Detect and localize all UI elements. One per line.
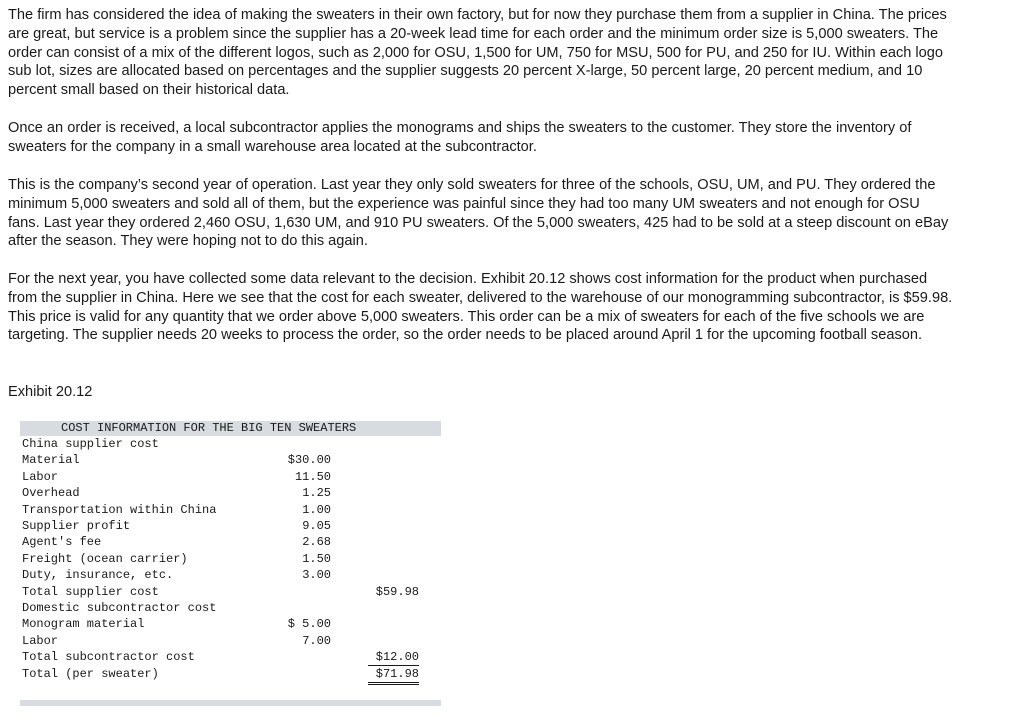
row-value-detail: 1.50 [302, 551, 331, 566]
row-label: Total subcontractor cost [22, 650, 195, 665]
table-row [22, 452, 441, 468]
table-row [22, 551, 441, 567]
table-row [22, 600, 441, 616]
cost-table-rows [22, 436, 441, 683]
cost-table-header [20, 421, 441, 436]
table-row [22, 502, 441, 518]
cost-table-title: COST INFORMATION FOR THE BIG TEN SWEATERS [61, 421, 357, 435]
row-value-detail: $ 5.00 [287, 617, 331, 632]
paragraph-next-year: For the next year, you have collected some data relevant to the decision. Exhibit 20.12 shows cost information for the product when purchased from the supplier in China. Here we see that the cost for each sweater, delivered to the warehouse of our monogramming subcontractor, is $59.98. This price is valid for any quantity that we order above 5,000 sweaters. This order can be a mix of sweaters for each of the five schools we are targeting. The supplier needs 20 weeks to process the order, so the order needs to be placed around April 1 for the upcoming football season. [8, 271, 953, 344]
table-row [22, 616, 441, 632]
row-label: Monogram material [22, 617, 145, 632]
table-row [22, 633, 441, 649]
row-value-detail: 7.00 [302, 633, 331, 648]
table-row [22, 485, 441, 501]
row-value-detail: 9.05 [302, 518, 331, 533]
row-label: Total (per sweater) [22, 667, 159, 682]
table-row [22, 584, 441, 600]
row-value-total: $59.98 [375, 584, 419, 599]
table-row [22, 469, 441, 485]
paragraph-history: This is the company’s second year of operation. Last year they only sold sweaters for three of the schools, OSU, UM, and PU. They ordered the minimum 5,000 sweaters and sold all of them, but the experience was painful since they had too many UM sweaters and not enough for OSU fans. Last year they ordered 2,460 OSU, 1,630 UM, and 910 PU sweaters. Of the 5,000 sweaters, 425 had to be sold at a steep discount on eBay after the season. They were hoping not to do this again. [8, 177, 949, 250]
row-label: Duty, insurance, etc. [22, 568, 174, 583]
row-label: Transportation within China [22, 502, 217, 517]
row-label: Labor [22, 469, 59, 484]
exhibit-label: Exhibit 20.12 [8, 384, 93, 400]
row-label: Material [22, 453, 80, 468]
row-label: Agent's fee [22, 535, 102, 550]
row-value-detail: 3.00 [302, 568, 331, 583]
row-label: Labor [22, 633, 59, 648]
table-row [22, 534, 441, 550]
row-value-detail: $30.00 [287, 453, 331, 468]
row-value-detail: 2.68 [302, 535, 331, 550]
table-row [22, 567, 441, 583]
row-label: Total supplier cost [22, 584, 159, 599]
row-value-detail: 1.25 [302, 486, 331, 501]
paragraph-supplier: The firm has considered the idea of making the sweaters in their own factory, but for now they purchase them from a supplier in China. The prices are great, but service is a problem since the supplier has a 20-week lead time for each order and the minimum order size is 5,000 sweaters. The order can consist of a mix of the different logos, such as 2,000 for OSU, 1,500 for UM, 750 for MSU, 500 for PU, and 250 for IU. Within each logo sub lot, sizes are allocated based on percentages and the supplier suggests 20 percent X-large, 50 percent large, 20 percent medium, and 10 percent small based on their historical data. [8, 7, 947, 99]
row-value-detail: 1.00 [302, 502, 331, 517]
row-label: China supplier cost [22, 437, 159, 451]
cost-table [22, 421, 441, 683]
paragraph-subcontractor: Once an order is received, a local subcontractor applies the monograms and ships the sweaters to the customer. They store the inventory of sweaters for the company in a small warehouse area located at the subcontractor. [8, 120, 912, 155]
row-value-detail: 11.50 [294, 469, 331, 484]
table-row [22, 666, 441, 683]
table-row [22, 436, 441, 452]
row-label: Domestic subcontractor cost [22, 600, 217, 615]
row-label: Freight (ocean carrier) [22, 551, 188, 566]
table-row [22, 649, 441, 666]
table-row [22, 518, 441, 534]
row-value-total: $71.98 [368, 666, 419, 685]
row-label: Overhead [22, 486, 80, 501]
table-bottom-bar [20, 700, 441, 706]
row-value-total: $12.00 [368, 649, 419, 666]
row-label: Supplier profit [22, 518, 131, 533]
